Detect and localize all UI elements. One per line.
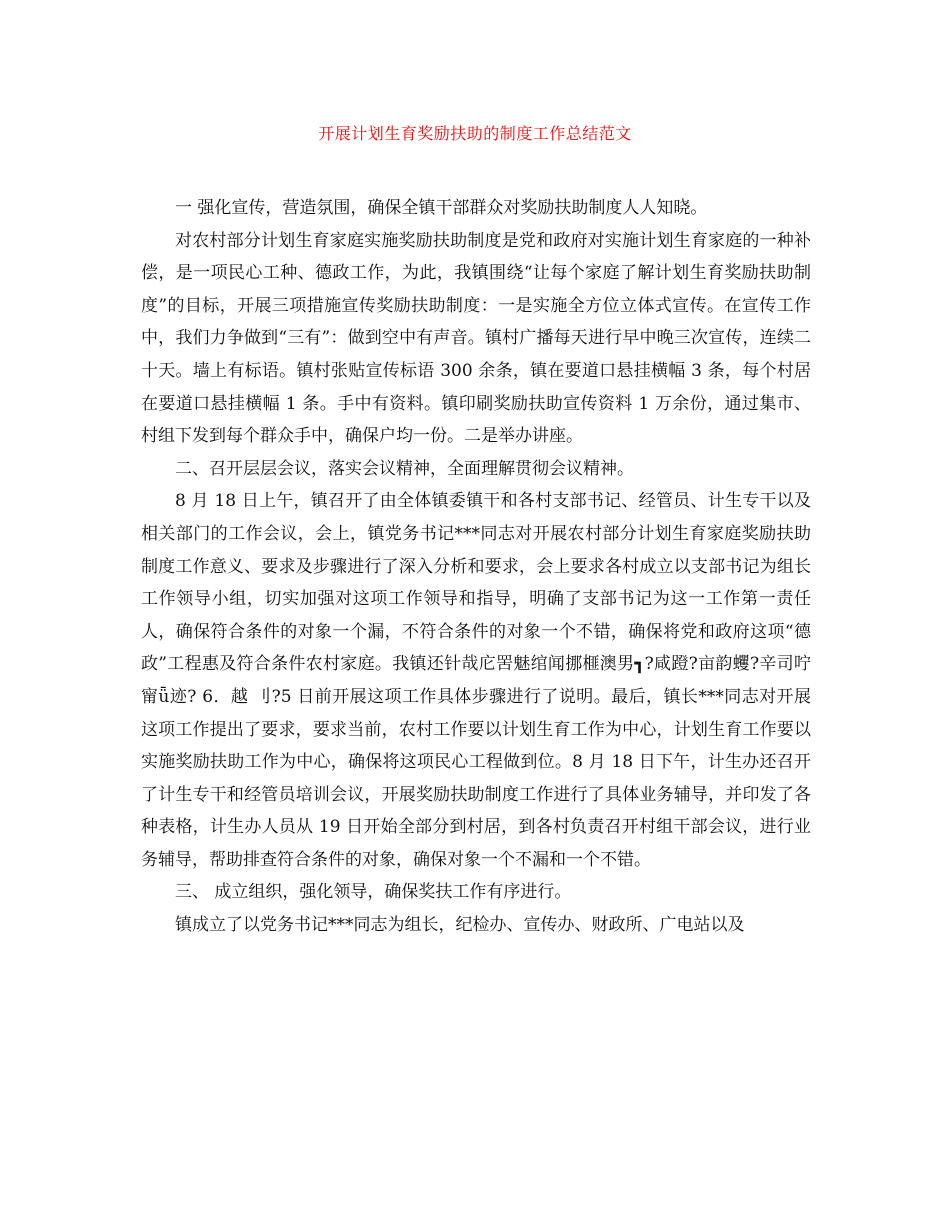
paragraph-meeting: 8 月 18 日上午，镇召开了由全体镇委镇干和各村支部书记、经管员、计生专干以及相关部门的工作会议，会上，镇党务书记***同志对开展农村部分计划生育家庭奖励扶助制度工作意义、要求及步骤进行了深入分析和要求，会上要求各村成立以支部书记为组长工作领导小组，切实加强对这项工作领导和指导，明确了支部书记为这一工作第一责任人，确保符合条件的对象一个漏，不符合条件的对象一个不错，确保将党和政府这项“德政”工程惠及符合条件农村家庭。我镇还针哉庀罟魅绾闻挪榧澳男┓?咸蹬?亩韵蠼?辛司咛甯ǖ迹? 6．越 刂?5 日前开展这项工作具体步骤进行了说明。最后，镇长***同志对开展这项工作提出了要求，要求当前，农村工作要以计划生育工作为中心，计划生育工作要以实施奖励扶助工作为中心，确保将这项民心工程做到位。8 月 18 日下午，计生办还召开了计生专干和经管员培训会议，开展奖励扶助制度工作进行了具体业务辅导，并印发了各种表格，计生办人员从 19 日开始全部分到村居，到各村负责召开村组干部会议，进行业务辅导，帮助排查符合条件的对象，确保对象一个不漏和一个不错。 bbox=[141, 491, 811, 870]
paragraph-section-2-heading: 二、召开层层会议，落实会议精神，全面理解贯彻会议精神。 bbox=[175, 458, 634, 479]
paragraph-section-3-heading: 三、 成立组织，强化领导，确保奖扶工作有序进行。 bbox=[175, 882, 572, 903]
document-body bbox=[141, 192, 811, 942]
document-title: 开展计划生育奖励扶助的制度工作总结范文 bbox=[318, 124, 632, 143]
paragraph-publicity: 对农村部分计划生育家庭实施奖励扶助制度是党和政府对实施计划生育家庭的一种补偿，是一项民心工种、德政工作，为此，我镇围绕“让每个家庭了解计划生育奖励扶助制度”的目标，开展三项措施宣传奖励扶助制度：一是实施全方位立体式宣传。在宣传工作中，我们力争做到“三有”：做到空中有声音。镇村广播每天进行早中晚三次宣传，连续二十天。墙上有标语。镇村张贴宣传标语 300 余条，镇在要道口悬挂横幅 3 条，每个村居在要道口悬挂横幅 1 条。手中有资料。镇印刷奖励扶助宣传资料 1 万余份，通过集市、村组下发到每个群众手中，确保户均一份。二是举办讲座。 bbox=[141, 230, 811, 447]
paragraph-organization: 镇成立了以党务书记***同志为组长，纪检办、宣传办、财政所、广电站以及 bbox=[175, 915, 745, 936]
paragraph-section-1-heading: 一 强化宣传，营造氛围，确保全镇干部群众对奖励扶助制度人人知晓。 bbox=[175, 198, 708, 218]
